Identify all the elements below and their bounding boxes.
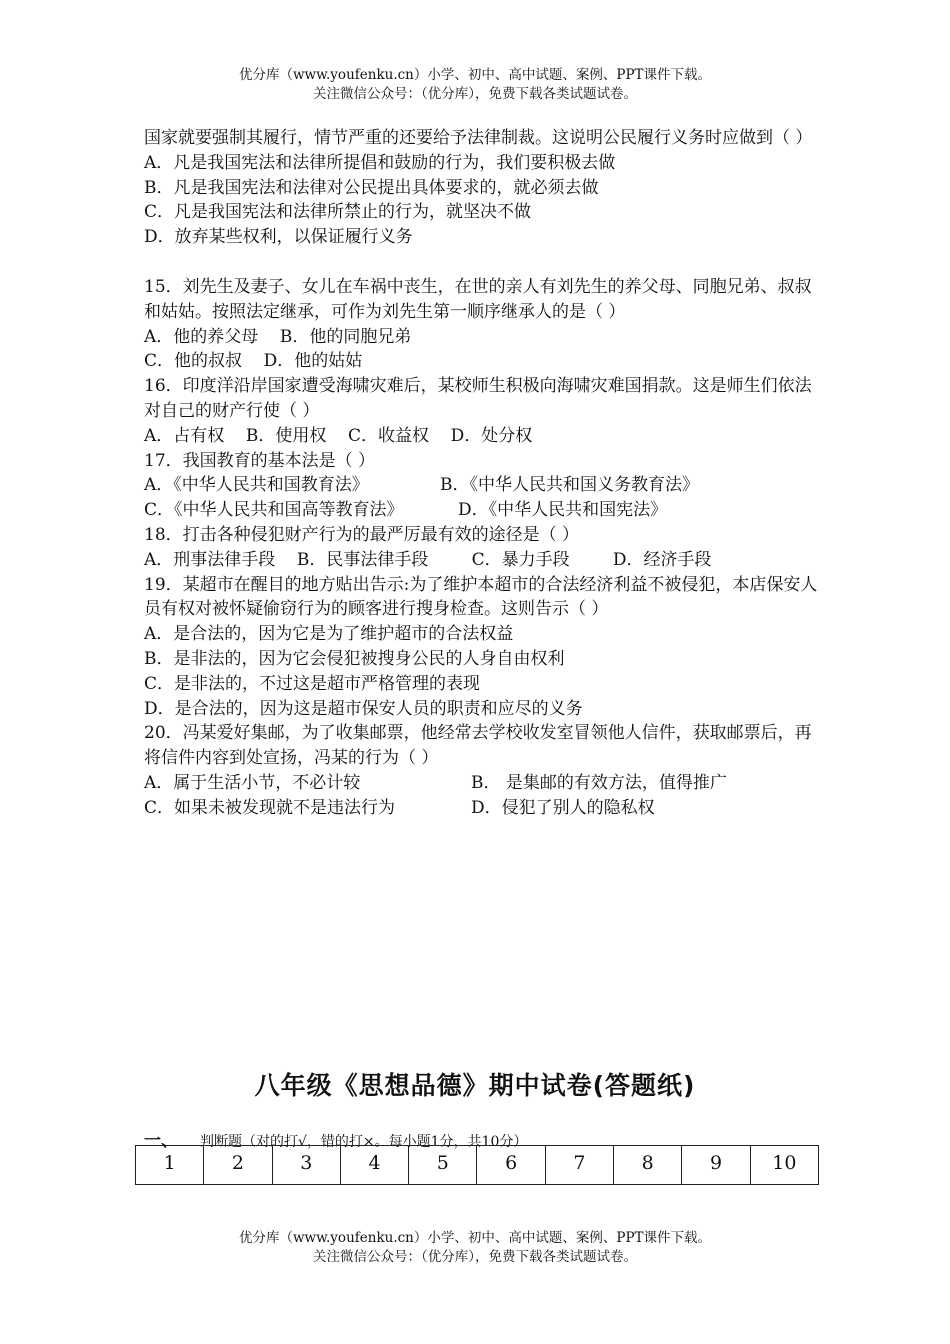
q15-options-row-1: A．他的养父母 B．他的同胞兄弟 <box>144 326 412 347</box>
q20-option-d: D．侵犯了别人的隐私权 <box>471 797 655 818</box>
q20-text: 20．冯某爱好集邮，为了收集邮票，他经常去学校收发室冒领他人信件，获取邮票后，再将信件内容到处宣扬，冯某的行为（ ） <box>144 723 812 769</box>
answer-cell-6: 6 <box>477 1146 545 1185</box>
answer-cell-3: 3 <box>272 1146 340 1185</box>
answer-cell-10: 10 <box>750 1146 818 1185</box>
q17-option-a: A．《中华人民共和国教育法》 <box>144 475 369 496</box>
answer-cell-4: 4 <box>340 1146 408 1185</box>
q20-option-b: B． 是集邮的有效方法，值得推广 <box>471 772 727 793</box>
q16-options-row: A．占有权 B．使用权 C．收益权 D．处分权 <box>144 425 533 446</box>
question-content <box>144 126 824 821</box>
answer-cell-2: 2 <box>204 1146 272 1185</box>
header-line-2: 关注微信公众号：（优分库），免费下载各类试题试卷。 <box>313 86 637 102</box>
q14-option-c: C．凡是我国宪法和法律所禁止的行为，就坚决不做 <box>144 202 532 223</box>
q19-option-b: B．是非法的，因为它会侵犯被搜身公民的人身自由权利 <box>144 648 565 669</box>
q15-text: 15．刘先生及妻子、女儿在车祸中丧生，在世的亲人有刘先生的养父母、同胞兄弟、叔叔和姑姑。按照法定继承，可作为刘先生第一顺序继承人的是（ ） <box>144 276 812 322</box>
q14-option-b: B．凡是我国宪法和法律对公民提出具体要求的，就必须去做 <box>144 177 599 198</box>
q19-option-d: D．是合法的，因为这是超市保安人员的职责和应尽的义务 <box>144 698 583 719</box>
answer-sheet-title: 八年级《思想品德》期中试卷(答题纸) <box>254 1071 696 1100</box>
answer-table-row <box>136 1146 819 1185</box>
q20-options-row-1 <box>144 771 824 796</box>
section-number: 一、 <box>144 1131 178 1151</box>
q14-text: 国家就要强制其履行，情节严重的还要给予法律制裁。这说明公民履行义务时应做到（ ） <box>144 128 813 148</box>
q17-options-row-1 <box>144 473 824 498</box>
q20-option-c: C．如果未被发现就不是违法行为 <box>144 797 396 818</box>
q14-option-a: A．凡是我国宪法和法律所提倡和鼓励的行为，我们要积极去做 <box>144 152 616 173</box>
header-line-1: 优分库（www.youfenku.cn）小学、初中、高中试题、案例、PPT课件下载。 <box>238 67 712 83</box>
answer-cell-5: 5 <box>409 1146 477 1185</box>
q20-options-row-2 <box>144 796 824 821</box>
footer-line-2: 关注微信公众号：（优分库），免费下载各类试题试卷。 <box>313 1249 637 1265</box>
answer-cell-1: 1 <box>136 1146 204 1185</box>
answer-cell-7: 7 <box>545 1146 613 1185</box>
q19-option-c: C．是非法的，不过这是超市严格管理的表现 <box>144 673 481 694</box>
q16-text: 16．印度洋沿岸国家遭受海啸灾难后，某校师生积极向海啸灾难国捐款。这是师生们依法对自己的财产行使（ ） <box>144 376 812 421</box>
q14-option-d: D．放弃某些权利，以保证履行义务 <box>144 227 413 248</box>
q20-option-a: A．属于生活小节，不必计较 <box>144 772 361 793</box>
q19-text: 19．某超市在醒目的地方贴出告示:为了维护本超市的合法经济利益不被侵犯，本店保安人员有权对被怀疑偷窃行为的顾客进行搜身检查。这则告示（ ） <box>144 574 818 620</box>
section-instructions: 判断题（对的打√，错的打×。每小题1分，共10分） <box>200 1134 528 1150</box>
q17-option-d: D．《中华人民共和国宪法》 <box>458 500 668 521</box>
answer-table <box>135 1145 819 1185</box>
q19-option-a: A．是合法的，因为它是为了维护超市的合法权益 <box>144 624 514 645</box>
q17-options-row-2 <box>144 498 824 523</box>
answer-cell-8: 8 <box>614 1146 682 1185</box>
q18-text: 18．打击各种侵犯财产行为的最严厉最有效的途径是（ ） <box>144 524 580 545</box>
page-footer <box>0 1229 950 1267</box>
answer-cell-9: 9 <box>682 1146 750 1185</box>
page-header <box>0 66 950 104</box>
q17-option-b: B．《中华人民共和国义务教育法》 <box>440 475 699 496</box>
q17-option-c: C．《中华人民共和国高等教育法》 <box>144 500 404 521</box>
q17-text: 17．我国教育的基本法是（ ） <box>144 450 376 471</box>
q18-options-row: A．刑事法律手段 B．民事法律手段 C．暴力手段 D．经济手段 <box>144 549 712 570</box>
footer-line-1: 优分库（www.youfenku.cn）小学、初中、高中试题、案例、PPT课件下载。 <box>238 1230 712 1246</box>
q15-options-row-2: C．他的叔叔 D．他的姑姑 <box>144 351 363 372</box>
